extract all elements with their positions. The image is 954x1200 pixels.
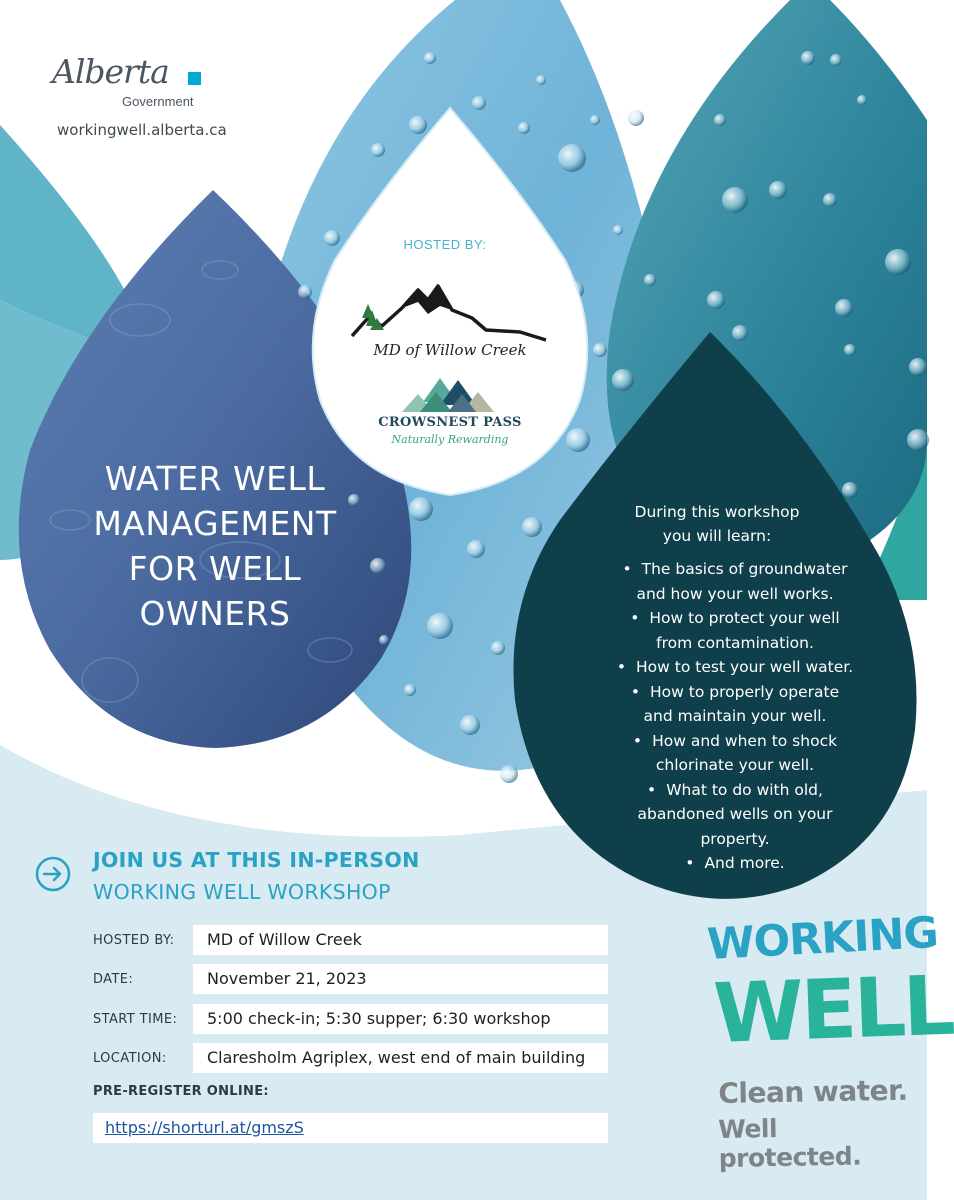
title-line: OWNERS [139, 594, 291, 633]
preregister-label: PRE-REGISTER ONLINE: [93, 1084, 269, 1099]
hosted-by-value: MD of Willow Creek [193, 925, 608, 955]
list-item: • How and when to shock chlorinate your well. [580, 729, 880, 778]
title-line: FOR WELL [128, 549, 302, 588]
list-item: • How to protect your well from contamination. [580, 606, 880, 655]
working-well-logo-well: WELL [711, 958, 954, 1062]
brand-tagline-1: Clean water. [718, 1073, 908, 1110]
brand-tagline-2: Well protected. [718, 1113, 862, 1173]
list-item: • The basics of groundwater and how your well works. [580, 557, 880, 606]
poster-title [55, 456, 375, 636]
learn-list [580, 557, 880, 876]
list-item: • How to properly operate and maintain your well. [580, 680, 880, 729]
registration-link-box [93, 1113, 608, 1143]
start-time-label: START TIME: [93, 1012, 178, 1027]
location-label: LOCATION: [93, 1051, 167, 1066]
registration-link[interactable]: https://shorturl.at/gmszS [105, 1118, 304, 1137]
list-item: • How to test your well water. [580, 655, 880, 680]
title-line: MANAGEMENT [93, 504, 337, 543]
start-time-value: 5:00 check-in; 5:30 supper; 6:30 workshop [193, 1004, 608, 1034]
host2-logo-tagline: Naturally Rewarding [391, 433, 509, 446]
host1-logo-name: MD of Willow Creek [373, 341, 527, 359]
learn-intro-line: you will learn: [662, 527, 772, 545]
website-link[interactable]: workingwell.alberta.ca [57, 121, 227, 139]
join-heading: JOIN US AT THIS IN-PERSON [93, 848, 420, 872]
alberta-logo-word: Alberta [52, 52, 169, 91]
working-well-logo-working: WORKING [706, 907, 940, 970]
hosted-by-row-label: HOSTED BY: [93, 933, 175, 948]
join-subheading: WORKING WELL WORKSHOP [93, 880, 391, 904]
date-label: DATE: [93, 972, 134, 987]
list-item: • What to do with old, abandoned wells on your property. [580, 778, 880, 852]
list-item: • And more. [580, 851, 880, 876]
location-value: Claresholm Agriplex, west end of main building [193, 1043, 608, 1073]
alberta-logo-subtitle: Government [122, 94, 194, 109]
alberta-logo-square-icon [188, 72, 201, 85]
host2-logo-name: CROWSNEST PASS [378, 415, 522, 430]
arrow-right-circle-icon [35, 856, 71, 892]
hosted-by-label: HOSTED BY: [403, 237, 487, 252]
title-line: WATER WELL [104, 459, 326, 498]
date-value: November 21, 2023 [193, 964, 608, 994]
learn-intro [572, 500, 862, 548]
learn-intro-line: During this workshop [634, 503, 800, 521]
